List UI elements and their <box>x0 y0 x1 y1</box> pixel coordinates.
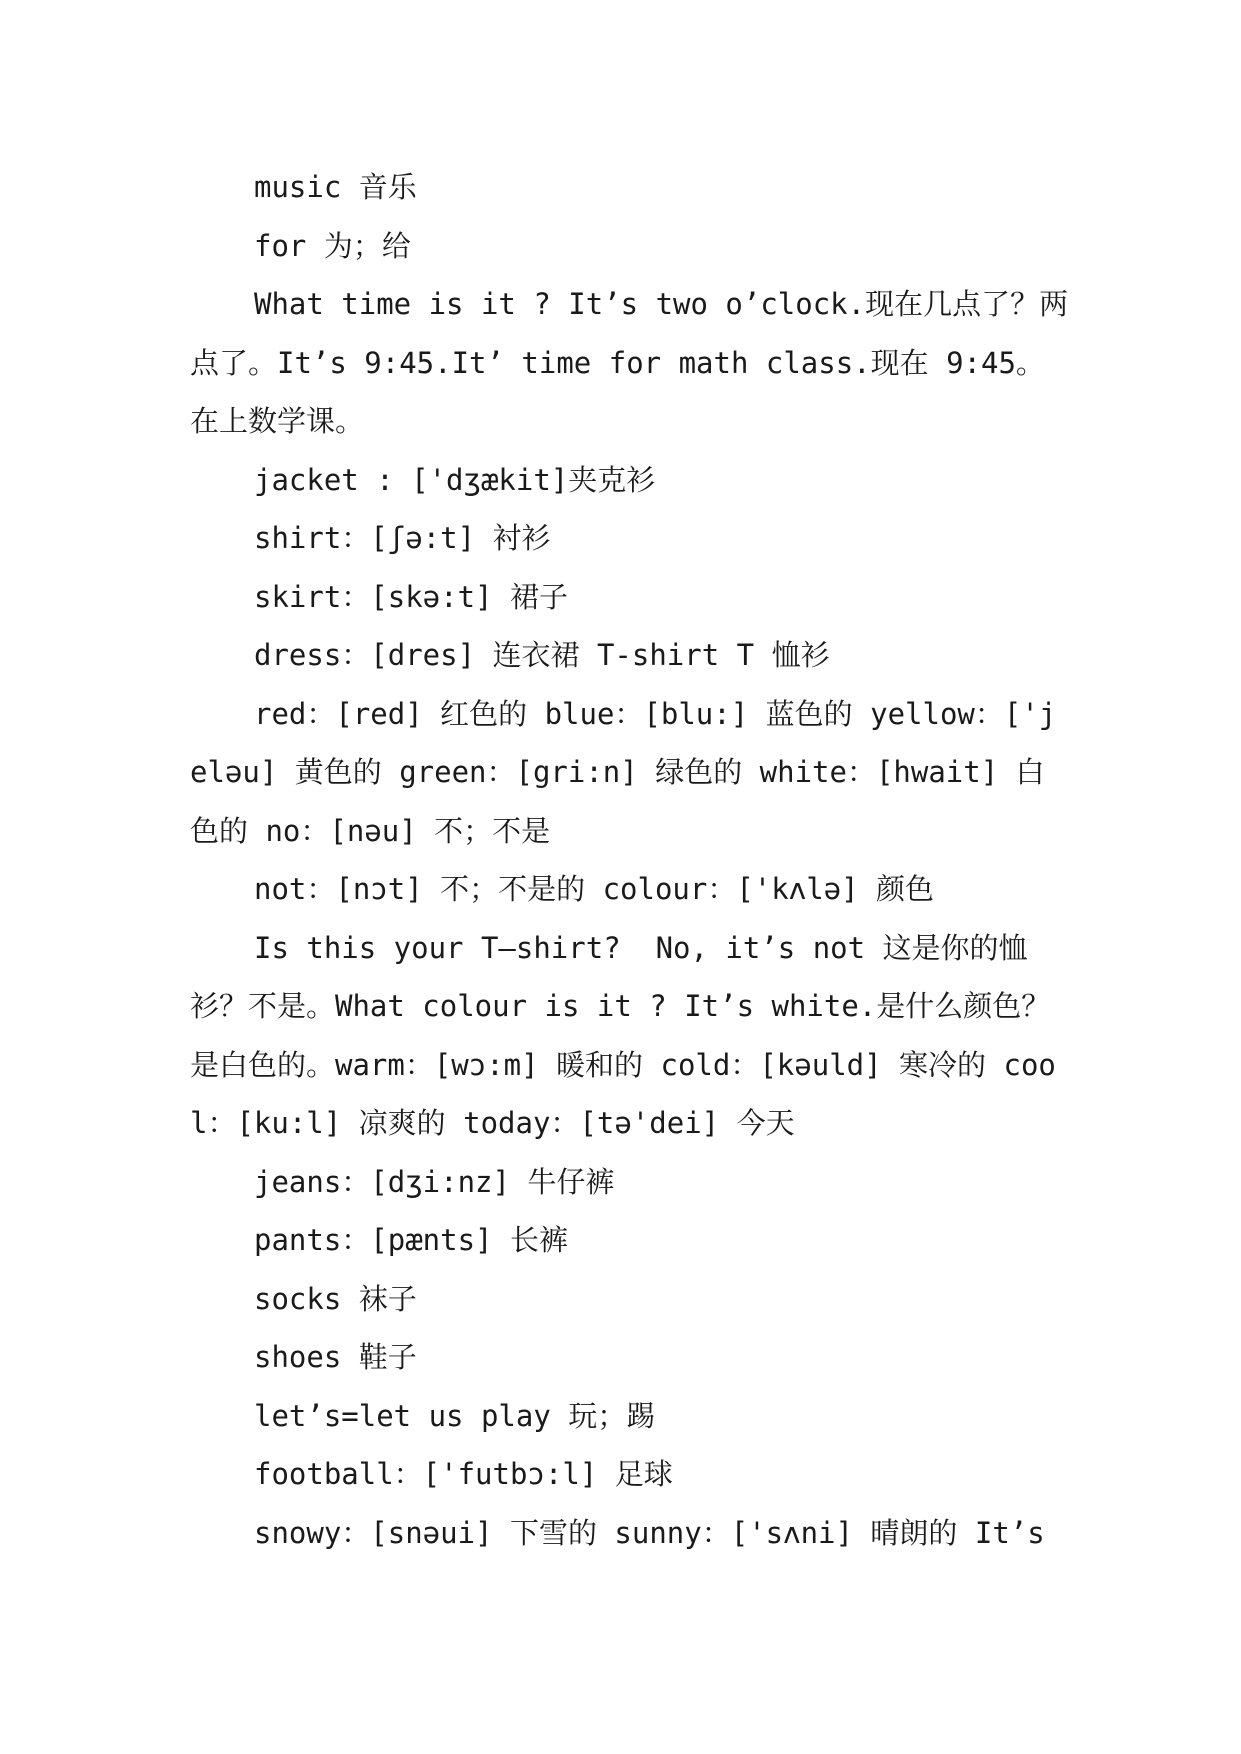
vocab-line-football: football：['futbɔ:l] 足球 <box>254 1457 673 1491</box>
sentence-what-time: What time is it ? It’s two o’clock.现在几点了？两点了。It’s 9:45.It’ time for math class.现在 9:45。在上数学课。 <box>190 287 1069 438</box>
vocab-line-not: not：[nɔt] 不；不是的 colour：['kʌlə] 颜色 <box>254 872 935 906</box>
vocab-line-jacket: jacket : ['dʒækit]夹克衫 <box>254 462 656 497</box>
vocab-line-pants: pants：[pænts] 长裤 <box>254 1223 568 1257</box>
vocab-line-dress: dress：[dres] 连衣裙 T-shirt T 恤衫 <box>254 638 830 672</box>
vocab-line-shirt: shirt：[ʃə:t] 衬衫 <box>254 521 551 555</box>
vocab-line-weather: snowy：[snəui] 下雪的 sunny：['sʌni] 晴朗的 It’s <box>254 1515 1045 1550</box>
vocab-line-lets: let’s=let us play 玩；踢 <box>254 1398 656 1433</box>
vocab-line-music: music 音乐 <box>254 170 417 204</box>
vocab-line-shoes: shoes 鞋子 <box>254 1340 417 1374</box>
vocab-line-socks: socks 袜子 <box>254 1281 417 1316</box>
vocab-line-colours: red：[red] 红色的 blue：[blu:] 蓝色的 yellow：['jeləu] 黄色的 green：[gri:n] 绿色的 white：[hwait] 白色的 no：[nəu] 不；不是 <box>190 696 1057 848</box>
vocab-line-for: for 为；给 <box>254 228 411 263</box>
vocab-line-skirt: skirt：[skə:t] 裙子 <box>254 579 568 614</box>
document-page <box>190 158 1070 1562</box>
sentence-is-this-your-tshirt: Is this your T—shirt? No, it’s not 这是你的恤衫？不是。What colour is it ? It’s white.是什么颜色？是白色的。warm：[wɔ:m] 暖和的 cold：[kəuld] 寒冷的 cool：[ku:l] 凉爽的 today：[tə'dei] 今天 <box>190 930 1056 1140</box>
vocab-line-jeans: jeans：[dʒi:nz] 牛仔裤 <box>254 1164 615 1199</box>
